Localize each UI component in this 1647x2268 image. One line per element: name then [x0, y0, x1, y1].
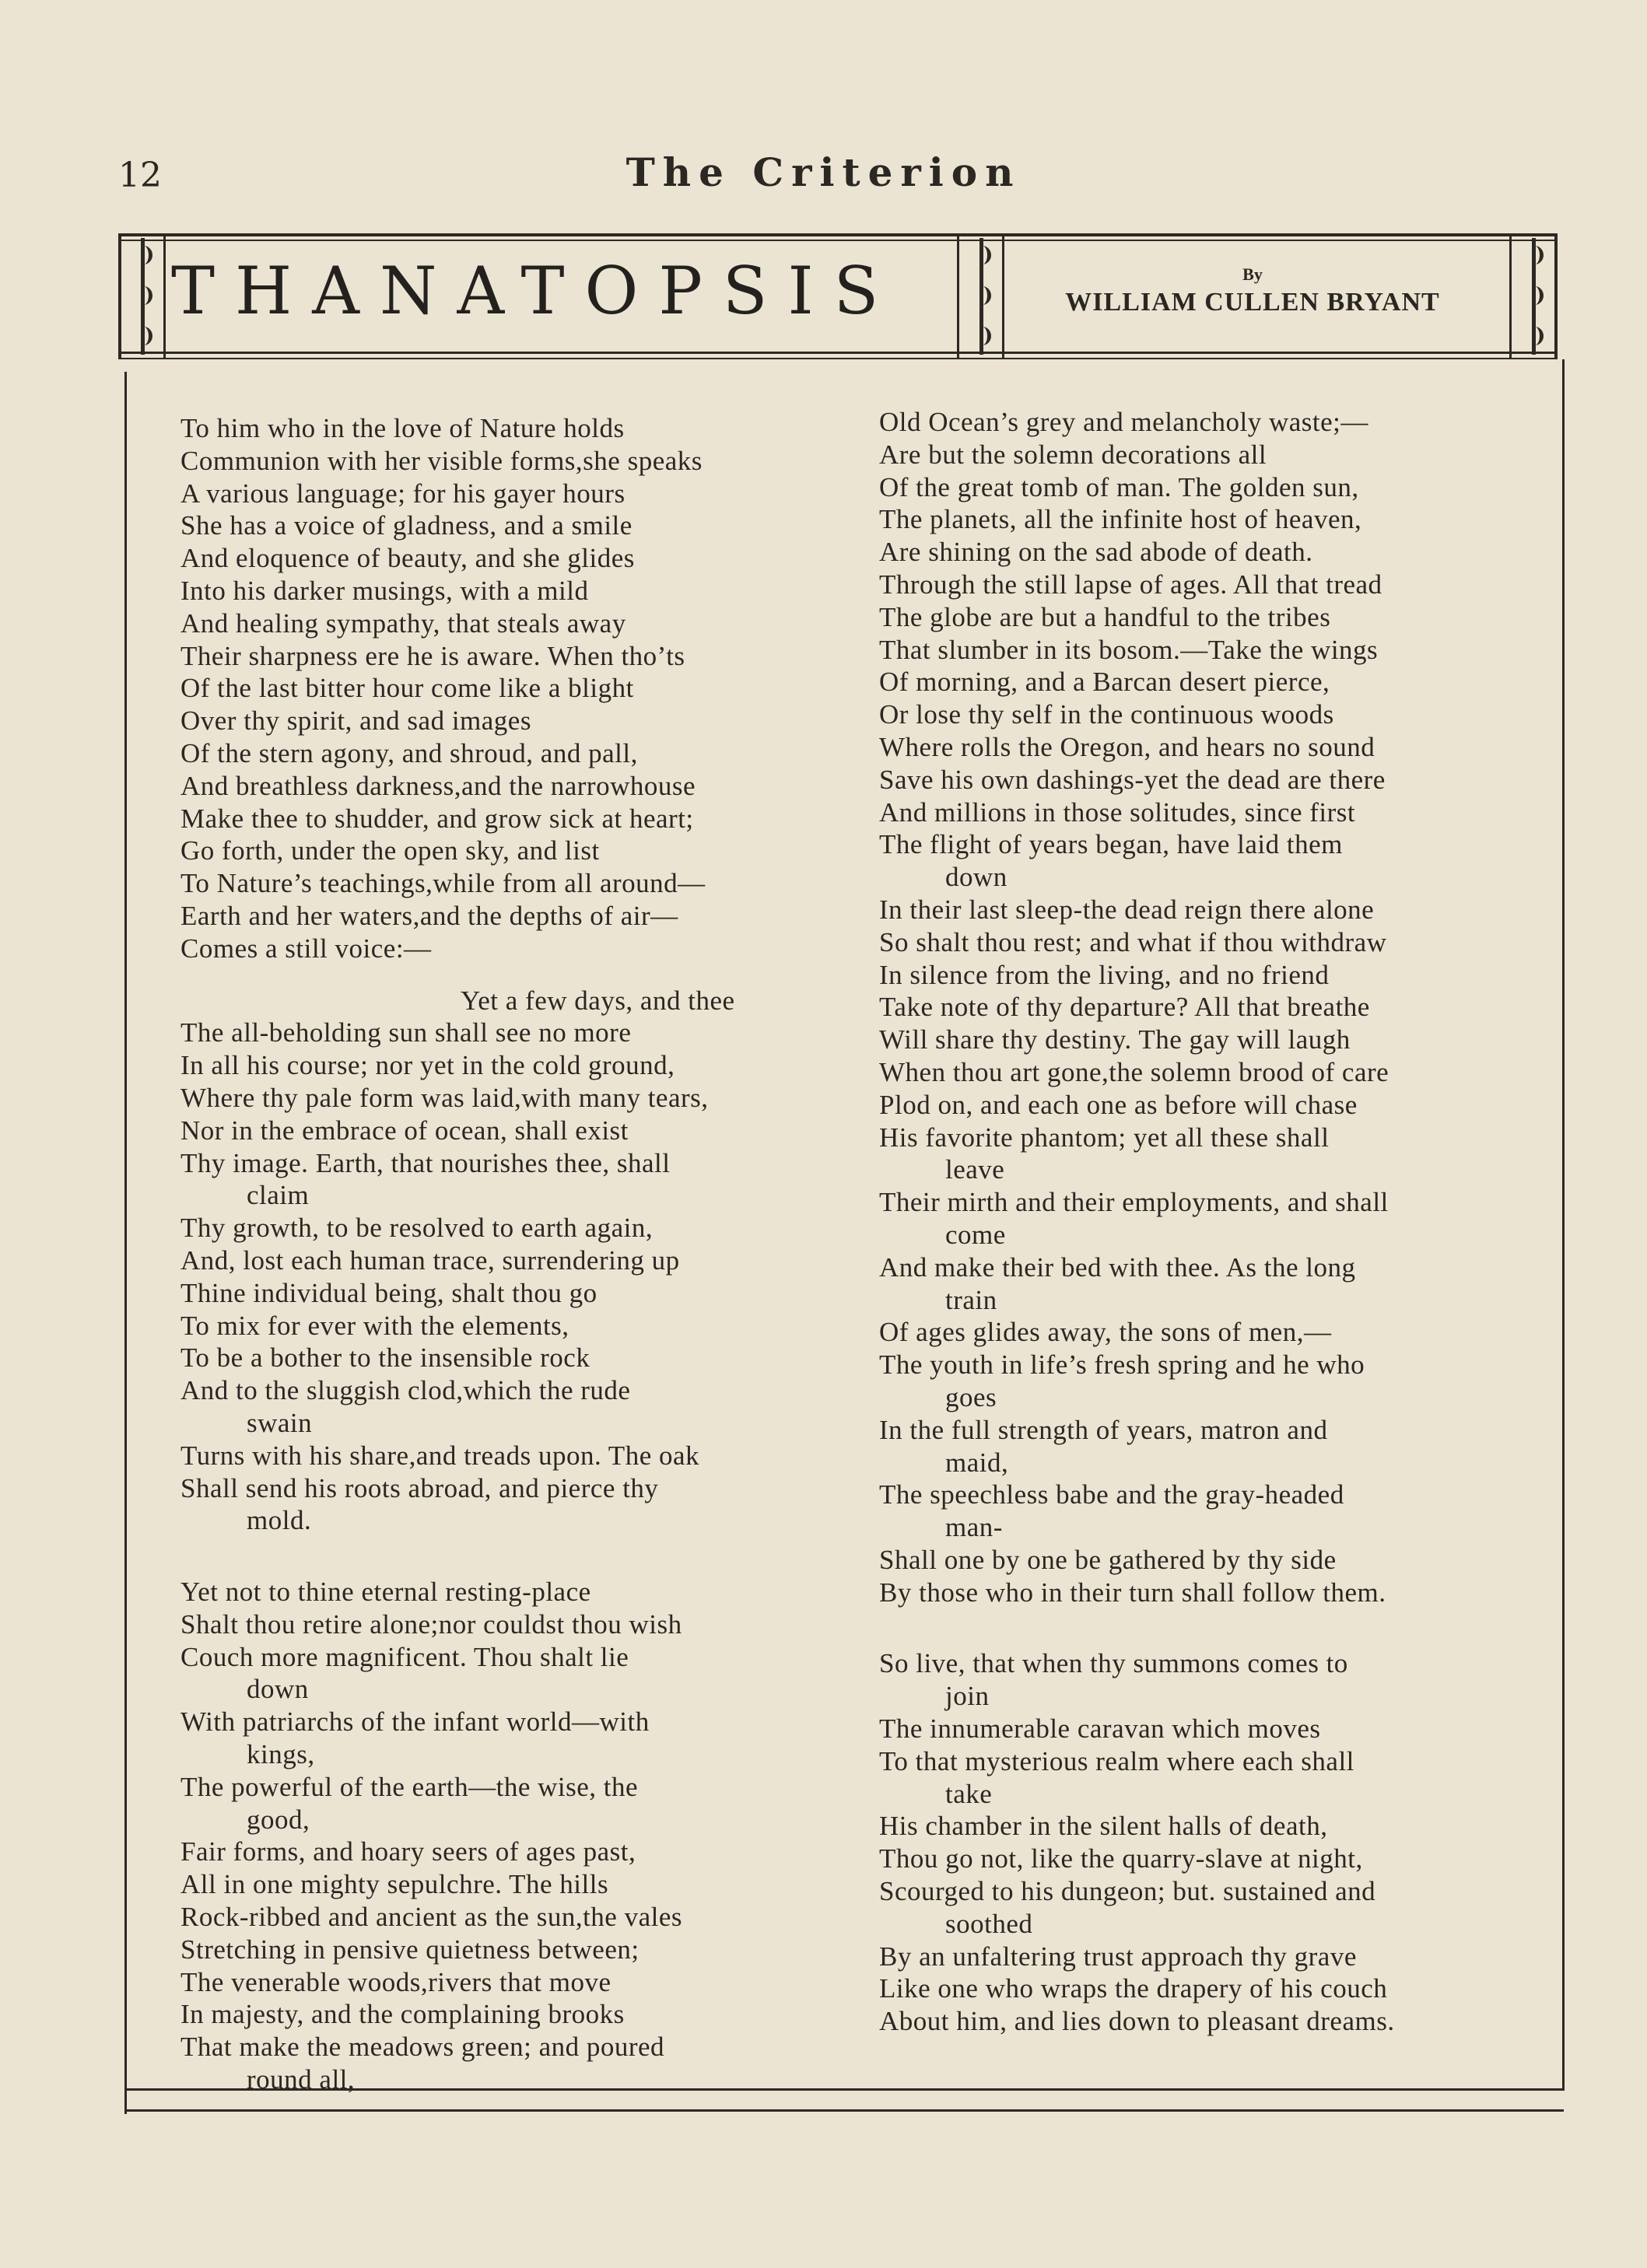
poem-line: Will share thy destiny. The gay will laugh — [879, 1024, 1351, 1055]
poem-line: Make thee to shudder, and grow sick at heart; — [180, 803, 694, 834]
author-name: WILLIAM CULLEN BRYANT — [1065, 288, 1440, 317]
poem-line: And eloquence of beauty, and she glides — [180, 543, 635, 574]
poem-line: Yet not to thine eternal resting-place — [180, 1577, 591, 1608]
poem-line: join — [945, 1681, 990, 1712]
banner-right-inner — [1509, 233, 1512, 359]
poem-line: To mix for ever with the elements, — [180, 1310, 569, 1341]
banner-top-rule-thin — [118, 240, 1558, 241]
poem-line: Through the still lapse of ages. All that tread — [879, 569, 1382, 600]
poem-line: By those who in their turn shall follow them. — [879, 1577, 1386, 1608]
poem-line: Old Ocean’s grey and melancholy waste;— — [879, 407, 1368, 437]
poem-line: And millions in those solitudes, since first — [879, 796, 1356, 828]
poem-line: Rock-ribbed and ancient as the sun,the vales — [180, 1902, 682, 1933]
poem-line: maid, — [945, 1447, 1009, 1478]
poem-line: good, — [247, 1804, 310, 1835]
poem-line: Of the great tomb of man. The golden sun, — [879, 471, 1359, 502]
poem-line: The flight of years began, have laid them — [879, 829, 1343, 860]
poem-line: Into his darker musings, with a mild — [180, 575, 589, 606]
poem-line: Of ages glides away, the sons of men,— — [879, 1317, 1332, 1348]
poem-line: The all-beholding sun shall see no more — [180, 1017, 632, 1048]
stanza-break — [180, 1537, 834, 1576]
poem-line: take — [945, 1778, 993, 1809]
poem-right-column — [879, 406, 1525, 2038]
poem-line: By an unfaltering trust approach thy grave — [879, 1941, 1357, 1972]
frame-bottom-rule-outer — [124, 2109, 1564, 2112]
poem-line: Fair forms, and hoary seers of ages past, — [180, 1836, 636, 1867]
poem-line: kings, — [247, 1739, 315, 1770]
scroll-ornament-middle — [971, 238, 991, 355]
poem-line: All in one mighty sepulchre. The hills — [180, 1869, 609, 1900]
poem-line: Stretching in pensive quietness between; — [180, 1934, 640, 1965]
poem-line: And breathless darkness,and the narrowhouse — [180, 770, 696, 801]
poem-line: In silence from the living, and no friend — [879, 959, 1330, 990]
poem-line: She has a voice of gladness, and a smile — [180, 510, 633, 541]
poem-line: To Nature’s teachings,while from all around— — [180, 868, 706, 899]
poem-line: His favorite phantom; yet all these shall — [879, 1122, 1330, 1153]
stanza-break — [879, 1608, 1525, 1647]
poem-line: Comes a still voice:— — [180, 933, 432, 964]
poem-line: About him, and lies down to pleasant dreams. — [879, 2006, 1395, 2037]
poem-line: A various language; for his gayer hours — [180, 478, 626, 509]
poem-line: goes — [945, 1381, 997, 1412]
poem-line: The planets, all the infinite host of heaven, — [879, 504, 1362, 535]
poem-line: come — [945, 1219, 1006, 1250]
poem-line: With patriarchs of the infant world—with — [180, 1706, 650, 1738]
banner-divider-right — [1002, 233, 1004, 359]
frame-left-rule — [124, 372, 127, 2114]
poem-line: Shall send his roots abroad, and pierce thy — [180, 1472, 659, 1503]
poem-line: claim — [247, 1180, 310, 1211]
poem-line: Of morning, and a Barcan desert pierce, — [879, 667, 1330, 698]
poem-line: Like one who wraps the drapery of his couch — [879, 1973, 1388, 2004]
banner-divider-left — [957, 233, 959, 359]
poem-line: So shalt thou rest; and what if thou withdraw — [879, 926, 1387, 957]
poem-line: train — [945, 1284, 997, 1315]
poem-line: And, lost each human trace, surrendering up — [180, 1244, 680, 1276]
poem-line: Of the last bitter hour come like a blight — [180, 673, 634, 704]
poem-line: Yet a few days, and thee — [461, 985, 735, 1016]
poem-line: Take note of thy departure? All that breathe — [879, 992, 1370, 1023]
poem-line: To be a bother to the insensible rock — [180, 1342, 590, 1374]
poem-line: Where rolls the Oregon, and hears no sound — [879, 731, 1375, 762]
banner-right-edge — [1554, 233, 1558, 359]
poem-line: Thy growth, to be resolved to earth again, — [180, 1213, 654, 1244]
poem-line: Thy image. Earth, that nourishes thee, shall — [180, 1147, 671, 1178]
poem-line: His chamber in the silent halls of death, — [879, 1811, 1328, 1842]
page-number: 12 — [118, 156, 162, 195]
poem-line: Are but the solemn decorations all — [879, 439, 1267, 470]
poem-line: Communion with her visible forms,she speaks — [180, 445, 703, 476]
poem-line: Go forth, under the open sky, and list — [180, 835, 600, 866]
poem-line: Nor in the embrace of ocean, shall exist — [180, 1115, 629, 1146]
poem-line: To him who in the love of Nature holds — [180, 413, 625, 443]
poem-line: Over thy spirit, and sad images — [180, 705, 531, 737]
poem-line: leave — [945, 1154, 1005, 1185]
poem-line: In the full strength of years, matron and — [879, 1414, 1328, 1445]
running-head: The Criterion — [626, 149, 1021, 195]
poem-line: When thou art gone,the solemn brood of care — [879, 1056, 1389, 1087]
poem-line: down — [945, 862, 1007, 893]
poem-line: down — [247, 1674, 309, 1705]
poem-line: That slumber in its bosom.—Take the wings — [879, 634, 1379, 665]
poem-line: The globe are but a handful to the tribes — [879, 601, 1331, 632]
poem-line: And make their bed with thee. As the long — [879, 1251, 1356, 1283]
poem-line: Plod on, and each one as before will chase — [879, 1089, 1358, 1120]
poem-line: Scourged to his dungeon; but. sustained and — [879, 1876, 1376, 1907]
scroll-ornament-right — [1523, 238, 1544, 355]
poem-line: That make the meadows green; and poured — [180, 2032, 665, 2063]
poem-line: The venerable woods,rivers that move — [180, 1966, 611, 1997]
poem-line: So live, that when thy summons comes to — [879, 1648, 1348, 1679]
poem-line: The powerful of the earth—the wise, the — [180, 1771, 639, 1802]
banner-top-rule — [118, 233, 1558, 236]
poem-line: The innumerable caravan which moves — [879, 1713, 1321, 1745]
poem-line: Shall one by one be gathered by thy side — [879, 1544, 1337, 1575]
byline-by: By — [1242, 264, 1263, 284]
poem-line: mold. — [247, 1505, 312, 1536]
poem-line: In majesty, and the complaining brooks — [180, 1999, 625, 2030]
poem-line: Their sharpness ere he is aware. When tho’ts — [180, 640, 685, 671]
poem-title: THANATOPSIS — [171, 253, 899, 329]
poem-line: In their last sleep-the dead reign there alone — [879, 894, 1375, 925]
stanza-break — [180, 965, 834, 985]
scroll-ornament-left — [132, 238, 152, 355]
banner-left-inner — [163, 233, 166, 359]
poem-line: swain — [247, 1407, 313, 1438]
frame-right-rule — [1562, 359, 1565, 2091]
poem-line: Shalt thou retire alone;nor couldst thou wish — [180, 1608, 682, 1640]
poem-line: soothed — [945, 1908, 1033, 1939]
poem-line: Save his own dashings-yet the dead are there — [879, 764, 1386, 795]
poem-line: Their mirth and their employments, and shall — [879, 1187, 1389, 1218]
poem-line: Turns with his share,and treads upon. The oak — [180, 1440, 700, 1471]
poem-line: Of the stern agony, and shroud, and pall, — [180, 737, 638, 768]
poem-line: Couch more magnificent. Thou shalt lie — [180, 1641, 629, 1672]
poem-line: Or lose thy self in the continuous woods — [879, 699, 1334, 730]
poem-line: To that mysterious realm where each shall — [879, 1745, 1354, 1776]
poem-line: And to the sluggish clod,which the rude — [180, 1375, 631, 1406]
poem-left-column — [180, 412, 834, 2096]
poem-line: man- — [945, 1512, 1003, 1543]
poem-line: round all, — [247, 2064, 356, 2095]
poem-line: And healing sympathy, that steals away — [180, 607, 626, 639]
poem-line: Are shining on the sad abode of death. — [879, 537, 1313, 568]
poem-line: In all his course; nor yet in the cold ground, — [180, 1050, 675, 1081]
poem-line: Earth and her waters,and the depths of air— — [180, 900, 678, 931]
poem-line: The youth in life’s fresh spring and he who — [879, 1349, 1365, 1381]
banner-bottom-rule — [118, 352, 1558, 354]
poem-line: Thine individual being, shalt thou go — [180, 1277, 597, 1308]
poem-line: Where thy pale form was laid,with many tears, — [180, 1082, 709, 1113]
banner-left-edge — [118, 233, 121, 359]
poem-line: Thou go not, like the quarry-slave at night, — [879, 1843, 1363, 1874]
banner-bottom-rule-thin — [118, 358, 1558, 359]
poem-line: The speechless babe and the gray-headed — [879, 1479, 1344, 1510]
